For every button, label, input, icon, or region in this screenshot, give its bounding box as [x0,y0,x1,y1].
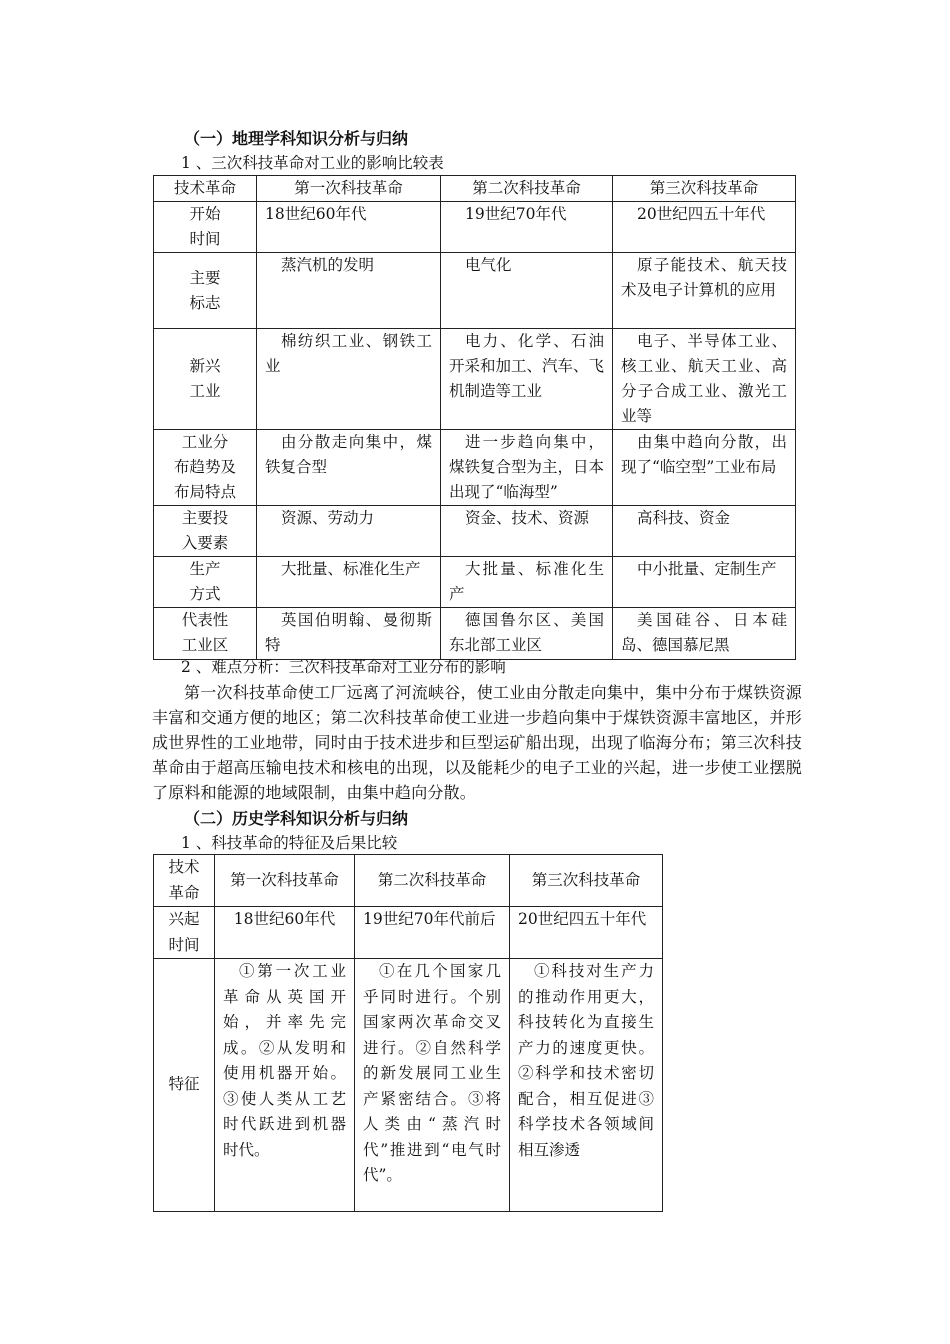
table-cell: 电气化 [441,253,613,329]
table-header-row [154,855,663,907]
table-cell: 中小批量、定制生产 [613,557,796,608]
table-cell: 电力、化学、石油开采和加工、汽车、飞机制造等工业 [441,329,613,430]
header-cell: 第三次科技革命 [510,855,663,907]
table-cell: 资金、技术、资源 [441,506,613,557]
table-cell: 进一步趋向集中，煤铁复合型为主，日本出现了“临海型” [441,430,613,506]
table-cell: 20世纪四五十年代 [613,202,796,253]
table-cell: ①科技对生产力的推动作用更大，科技转化为直接生产力的速度更快。②科学和技术密切配合，相互促进③科学技术各领域间相互渗透 [510,959,663,1212]
row-label: 代表性 工业区 [154,608,257,660]
header-cell: 第三次科技革命 [613,176,796,202]
table-cell: ①在几个国家几乎同时进行。个别国家两次革命交叉进行。②自然科学的新发展同工业生产紧密结合。③将人类由“蒸汽时代”推进到“电气时代”。 [355,959,510,1212]
header-cell: 第二次科技革命 [355,855,510,907]
table-cell: 资源、劳动力 [257,506,441,557]
table-cell: 19世纪70年代前后 [355,907,510,959]
table-row [154,329,796,430]
table-cell: 大批量、标准化生产 [257,557,441,608]
table-row [154,202,796,253]
row-label: 工业分 布趋势及 布局特点 [154,430,257,506]
table-cell: 德国鲁尔区、美国东北部工业区 [441,608,613,660]
table-row [154,557,796,608]
table-row [154,506,796,557]
table-cell: 蒸汽机的发明 [257,253,441,329]
header-cell: 技术革命 [154,855,215,907]
row-label: 生产 方式 [154,557,257,608]
history-comparison-table [153,854,663,1212]
table-header-row [154,176,796,202]
table-cell: 18世纪60年代 [257,202,441,253]
table-cell: 英国伯明翰、曼彻斯特 [257,608,441,660]
table-cell: 美国硅谷、日本硅岛、德国慕尼黑 [613,608,796,660]
row-label: 主要投 入要素 [154,506,257,557]
table-cell: 高科技、资金 [613,506,796,557]
table-cell: 由分散走向集中，煤铁复合型 [257,430,441,506]
row-label: 新兴 工业 [154,329,257,430]
table-row [154,253,796,329]
analysis-paragraph: 第一次科技革命使工厂远离了河流峡谷，使工业由分散走向集中，集中分布于煤铁资源丰富和交通方便的地区；第二次科技革命使工业进一步趋向集中于煤铁资源丰富地区，并形成世界性的工业地带，同时由于技术进步和巨型运矿船出现，出现了临海分布；第三次科技革命由于超高压输电技术和核电的出现，以及能耗少的电子工业的兴起，进一步使工业摆脱了原料和能源的地域限制，由集中趋向分散。 [152,683,802,802]
table-row [154,907,663,959]
table-cell: 大批量、标准化生产 [441,557,613,608]
table-row [154,430,796,506]
row-label: 主要 标志 [154,253,257,329]
table-cell: 原子能技术、航天技术及电子计算机的应用 [613,253,796,329]
geography-table-caption: 1 、三次科技革命对工业的影响比较表 [181,154,444,172]
table-cell: 19世纪70年代 [441,202,613,253]
table-cell: ①第一次工业革命从英国开始，并率先完成。②从发明和使用机器开始。③使人类从工艺时代跃进到机器时代。 [215,959,355,1212]
analysis-caption: 2 、难点分析：三次科技革命对工业分布的影响 [181,658,506,676]
table-cell: 20世纪四五十年代 [510,907,663,959]
geography-comparison-table [153,175,796,660]
table-cell: 电子、半导体工业、核工业、航天工业、高分子合成工业、激光工业等 [613,329,796,430]
table-cell: 由集中趋向分散，出现了“临空型”工业布局 [613,430,796,506]
row-label: 特征 [154,959,215,1212]
table-row [154,959,663,1212]
geography-heading: （一）地理学科知识分析与归纳 [184,129,409,148]
header-cell: 第二次科技革命 [441,176,613,202]
row-label: 开始 时间 [154,202,257,253]
row-label: 兴起时间 [154,907,215,959]
header-cell: 技术革命 [154,176,257,202]
header-cell: 第一次科技革命 [215,855,355,907]
history-table-caption: 1 、科技革命的特征及后果比较 [181,834,398,852]
history-heading: （二）历史学科知识分析与归纳 [184,809,409,828]
table-cell: 棉纺织工业、钢铁工业 [257,329,441,430]
table-row [154,608,796,660]
table-cell: 18世纪60年代 [215,907,355,959]
header-cell: 第一次科技革命 [257,176,441,202]
